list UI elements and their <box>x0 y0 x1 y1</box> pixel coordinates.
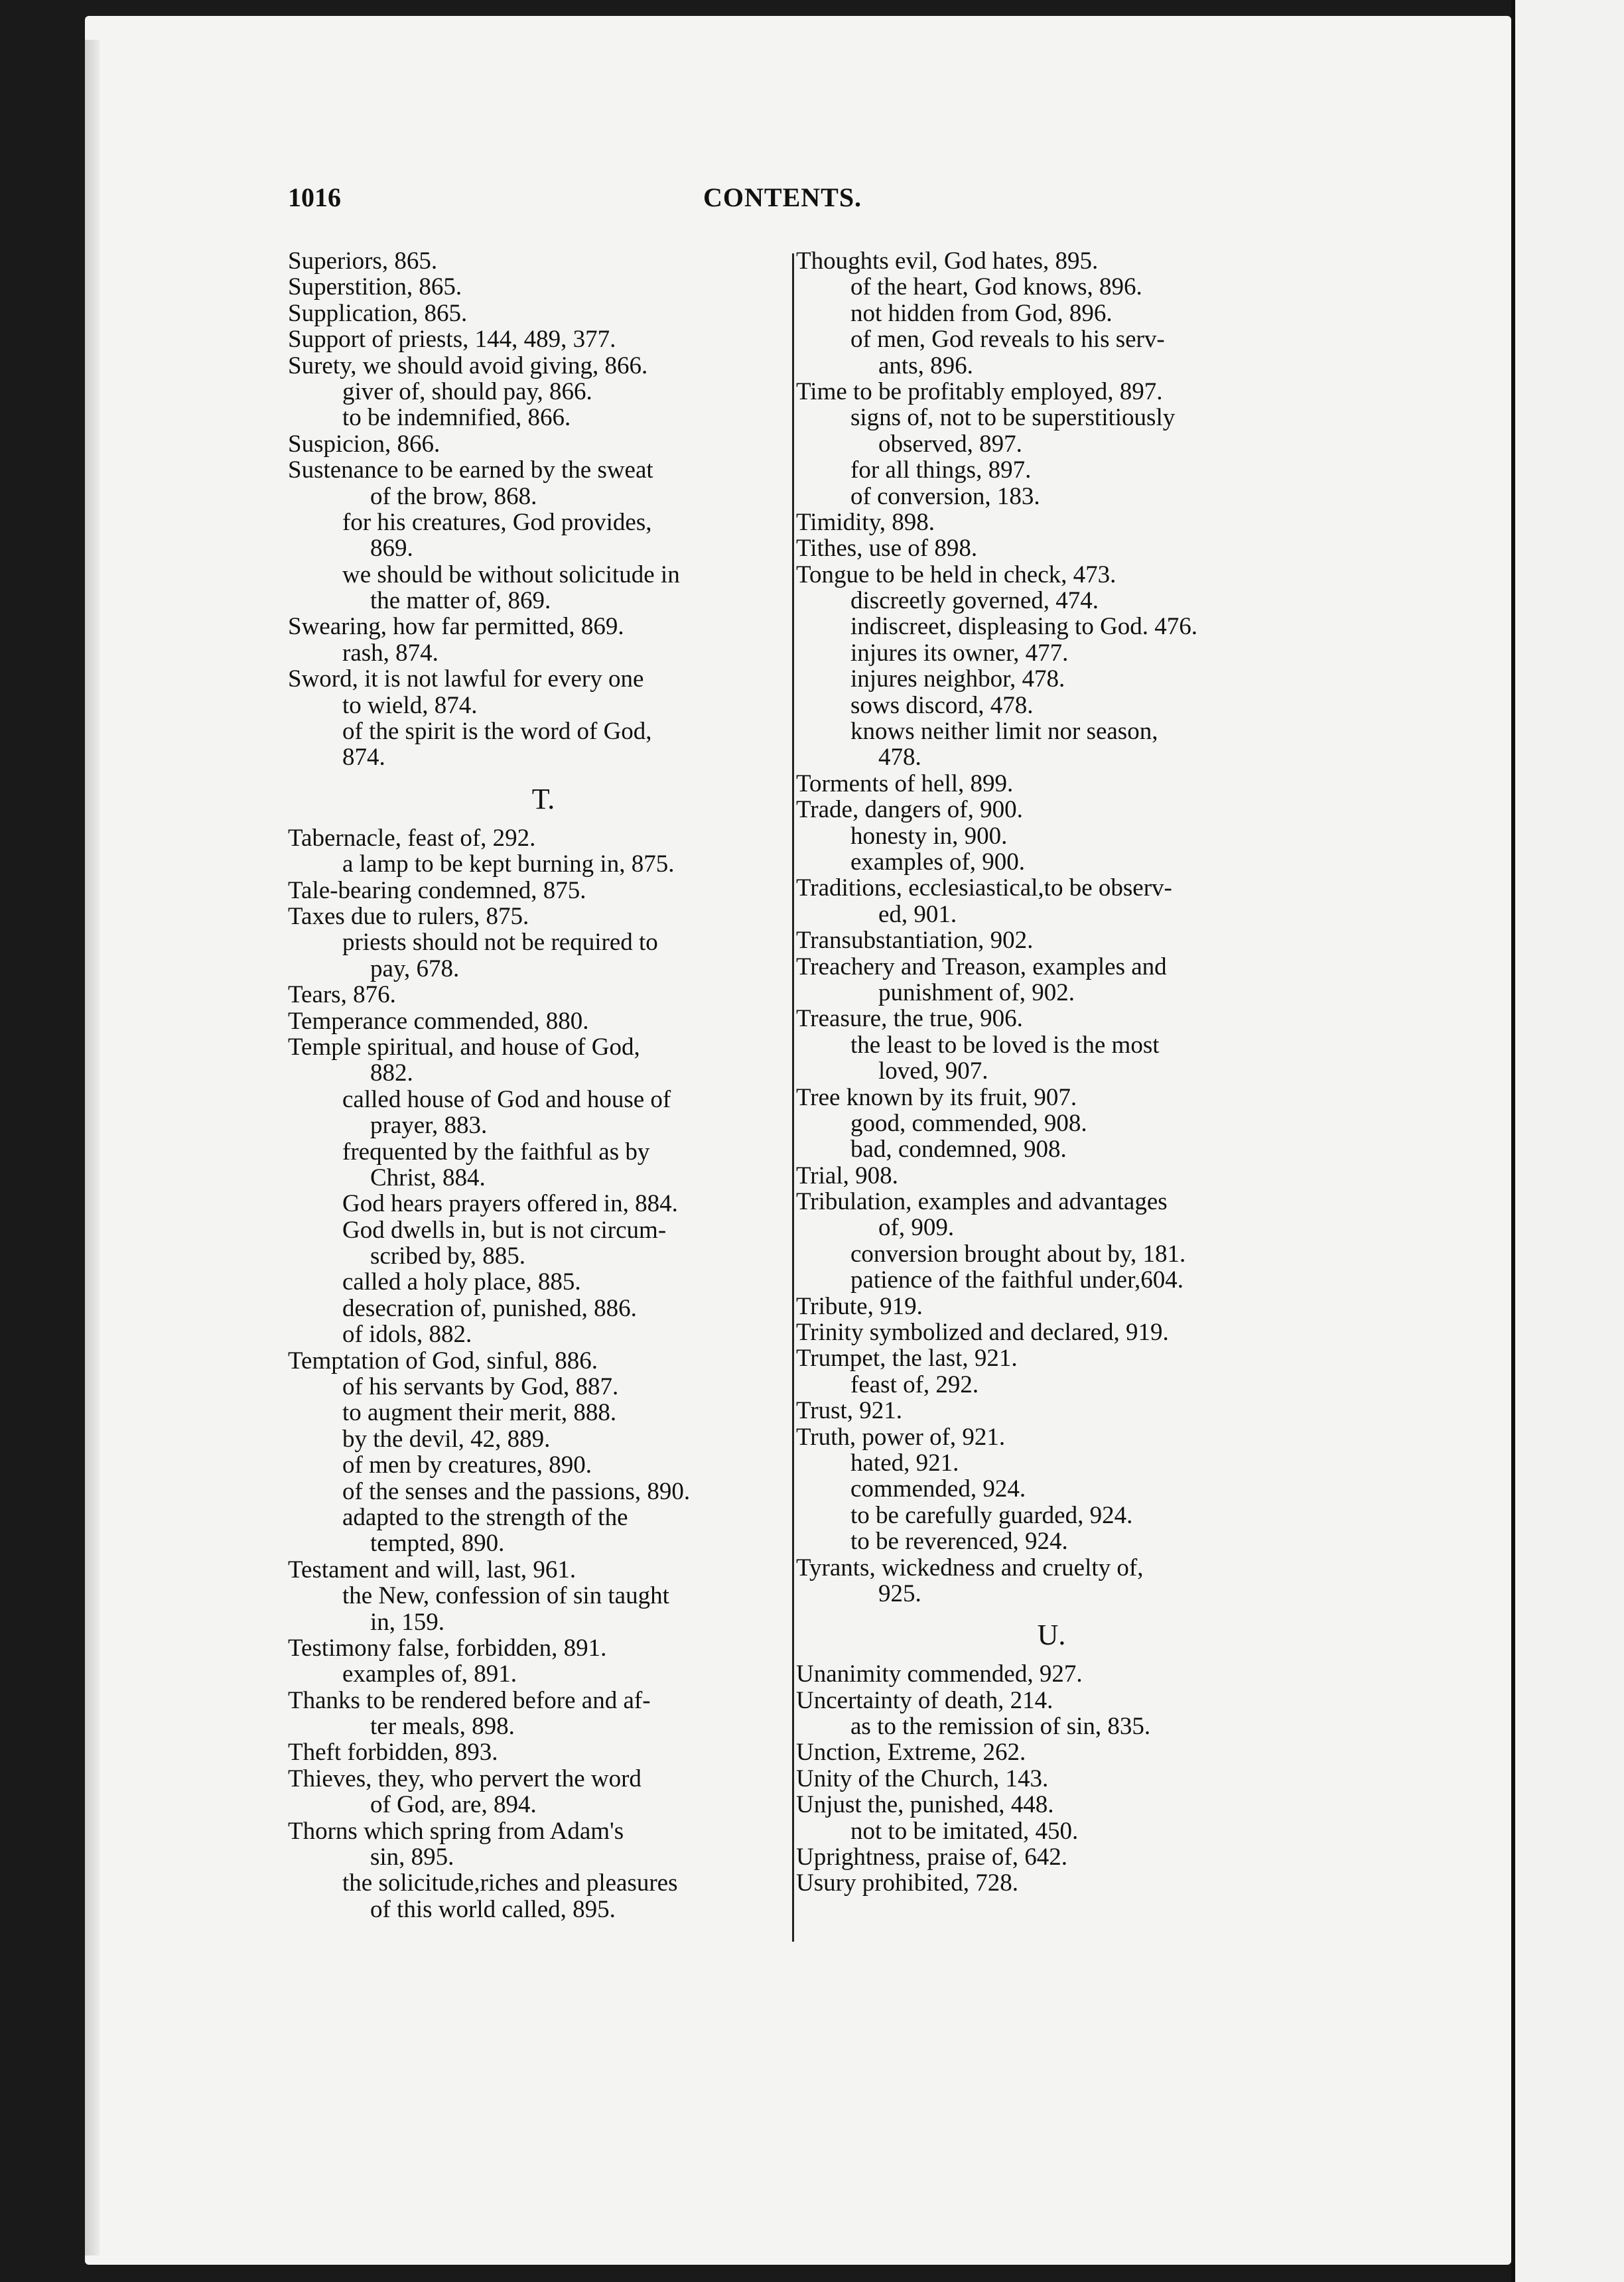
index-entry: Tribulation, examples and advantages <box>796 1188 1168 1216</box>
index-entry: Testament and will, last, 961. <box>288 1556 576 1583</box>
index-subentry: of the heart, God knows, 896. <box>850 273 1142 301</box>
index-entry: Testimony false, forbidden, 891. <box>288 1634 607 1662</box>
index-subentry: adapted to the strength of the <box>342 1503 628 1531</box>
index-subentry: of conversion, 183. <box>850 482 1040 510</box>
index-subentry: knows neither limit nor season, <box>850 718 1158 746</box>
section-letter: T. <box>531 782 555 815</box>
index-subentry: sows discord, 478. <box>850 691 1034 719</box>
index-entry: Thieves, they, who pervert the word <box>288 1765 642 1792</box>
section-letter: U. <box>1037 1619 1066 1652</box>
index-entry: Surety, we should avoid giving, 866. <box>288 352 648 379</box>
index-subentry: to augment their merit, 888. <box>342 1399 617 1427</box>
index-subentry: of idols, 882. <box>342 1321 472 1349</box>
index-subentry: patience of the faithful under,604. <box>850 1266 1184 1294</box>
index-subentry: honesty in, 900. <box>850 822 1008 850</box>
index-entry: Unity of the Church, 143. <box>796 1765 1049 1792</box>
index-entry: Sword, it is not lawful for every one <box>288 665 644 693</box>
index-subentry: injures neighbor, 478. <box>850 665 1065 693</box>
index-subentry: conversion brought about by, 181. <box>850 1240 1186 1268</box>
index-entry: Trumpet, the last, 921. <box>796 1345 1018 1373</box>
index-subentry: the solicitude,riches and pleasures <box>342 1869 678 1897</box>
index-entry: Temptation of God, sinful, 886. <box>288 1347 598 1375</box>
index-subentry: commended, 924. <box>850 1475 1026 1503</box>
index-entry: Tyrants, wickedness and cruelty of, <box>796 1554 1144 1581</box>
index-entry: Unanimity commended, 927. <box>796 1660 1083 1688</box>
index-subentry: of men by creatures, 890. <box>342 1451 592 1479</box>
index-subentry: to be reverenced, 924. <box>850 1528 1068 1556</box>
index-entry: Support of priests, 144, 489, 377. <box>288 326 616 354</box>
index-entry: Timidity, 898. <box>796 508 935 536</box>
index-entry: Sustenance to be earned by the sweat <box>288 456 653 484</box>
index-entry: Trade, dangers of, 900. <box>796 796 1023 824</box>
page-number: 1016 <box>288 182 341 212</box>
index-subentry: 925. <box>878 1579 921 1607</box>
index-subentry: frequented by the faithful as by <box>342 1138 650 1166</box>
index-subentry: desecration of, punished, 886. <box>342 1294 637 1322</box>
index-subentry: sin, 895. <box>370 1844 454 1871</box>
index-subentry: not to be imitated, 450. <box>850 1817 1079 1845</box>
index-subentry: 869. <box>370 535 413 563</box>
index-entry: Tithes, use of 898. <box>796 535 978 563</box>
index-entry: Traditions, ecclesiastical,to be observ- <box>796 874 1172 902</box>
index-subentry: indiscreet, displeasing to God. 476. <box>850 613 1198 641</box>
index-subentry: 478. <box>878 744 921 772</box>
index-subentry: scribed by, 885. <box>370 1242 525 1270</box>
index-entry: Treachery and Treason, examples and <box>796 953 1167 980</box>
index-subentry: to be indemnified, 866. <box>342 404 571 432</box>
index-subentry: ter meals, 898. <box>370 1713 515 1741</box>
index-entry: Usury prohibited, 728. <box>796 1869 1019 1897</box>
index-entry: Unjust the, punished, 448. <box>796 1791 1054 1819</box>
index-subentry: to be carefully guarded, 924. <box>850 1501 1133 1529</box>
index-entry: Taxes due to rulers, 875. <box>288 902 529 930</box>
index-column-left <box>288 248 799 1922</box>
index-entry: Thanks to be rendered before and af- <box>288 1686 651 1714</box>
page-title: CONTENTS. <box>703 182 862 212</box>
index-subentry: the New, confession of sin taught <box>342 1582 669 1610</box>
index-entry: Trial, 908. <box>796 1162 898 1189</box>
index-subentry: rash, 874. <box>342 639 439 667</box>
index-subentry: we should be without solicitude in <box>342 561 680 588</box>
index-subentry: of the senses and the passions, 890. <box>342 1477 691 1505</box>
index-subentry: for his creatures, God provides, <box>342 508 652 536</box>
page-left-edge <box>85 40 100 2255</box>
index-subentry: ed, 901. <box>878 900 957 928</box>
index-entry: Thoughts evil, God hates, 895. <box>796 247 1099 275</box>
index-subentry: called house of God and house of <box>342 1085 671 1113</box>
index-entry: Trust, 921. <box>796 1397 903 1425</box>
index-entry: Thorns which spring from Adam's <box>288 1817 624 1845</box>
index-entry: Tale-bearing condemned, 875. <box>288 876 586 904</box>
index-subentry: priests should not be required to <box>342 929 658 957</box>
index-subentry: punishment of, 902. <box>878 978 1075 1006</box>
index-subentry: by the devil, 42, 889. <box>342 1425 551 1453</box>
index-subentry: feast of, 292. <box>850 1371 979 1398</box>
index-entry: Treasure, the true, 906. <box>796 1005 1023 1033</box>
index-entry: Tongue to be held in check, 473. <box>796 561 1116 588</box>
index-entry: Truth, power of, 921. <box>796 1423 1006 1451</box>
index-entry: Supplication, 865. <box>288 299 468 327</box>
index-subentry: good, commended, 908. <box>850 1109 1087 1137</box>
index-entry: Superstition, 865. <box>288 273 462 301</box>
index-subentry: the least to be loved is the most <box>850 1031 1160 1059</box>
index-entry: Tabernacle, feast of, 292. <box>288 824 536 852</box>
index-subentry: 882. <box>370 1059 413 1087</box>
index-subentry: tempted, 890. <box>370 1530 505 1558</box>
index-subentry: signs of, not to be superstitiously <box>850 404 1176 432</box>
index-subentry: a lamp to be kept burning in, 875. <box>342 850 675 878</box>
index-subentry: bad, condemned, 908. <box>850 1136 1067 1164</box>
index-entry: Temple spiritual, and house of God, <box>288 1033 640 1061</box>
index-entry: Suspicion, 866. <box>288 430 440 458</box>
index-subentry: in, 159. <box>370 1608 445 1636</box>
index-subentry: examples of, 891. <box>342 1660 517 1688</box>
index-entry: Superiors, 865. <box>288 247 438 275</box>
index-subentry: of this world called, 895. <box>370 1895 616 1923</box>
index-subentry: of God, are, 894. <box>370 1791 537 1819</box>
index-subentry: examples of, 900. <box>850 848 1026 876</box>
index-entry: Temperance commended, 880. <box>288 1007 589 1035</box>
index-subentry: not hidden from God, 896. <box>850 299 1113 327</box>
index-subentry: of men, God reveals to his serv- <box>850 326 1165 354</box>
index-entry: Trinity symbolized and declared, 919. <box>796 1319 1169 1347</box>
index-column-right <box>796 248 1307 1897</box>
index-subentry: of the brow, 868. <box>370 482 537 510</box>
index-entry: Unction, Extreme, 262. <box>796 1739 1026 1767</box>
index-entry: Time to be profitably employed, 897. <box>796 377 1163 405</box>
index-subentry: called a holy place, 885. <box>342 1268 581 1296</box>
index-entry: Tree known by its fruit, 907. <box>796 1083 1077 1111</box>
index-subentry: hated, 921. <box>850 1449 959 1477</box>
index-entry: Tears, 876. <box>288 981 396 1009</box>
index-subentry: loved, 907. <box>878 1057 988 1085</box>
index-subentry: observed, 897. <box>878 430 1022 458</box>
index-subentry: giver of, should pay, 866. <box>342 377 592 405</box>
index-subentry: 874. <box>342 744 385 772</box>
index-subentry: as to the remission of sin, 835. <box>850 1713 1151 1741</box>
index-entry: Theft forbidden, 893. <box>288 1739 498 1767</box>
index-entry: Transubstantiation, 902. <box>796 927 1034 955</box>
index-subentry: of his servants by God, 887. <box>342 1373 619 1401</box>
index-subentry: injures its owner, 477. <box>850 639 1069 667</box>
adjacent-page-edge <box>1511 0 1624 2282</box>
index-entry: Uncertainty of death, 214. <box>796 1686 1053 1714</box>
index-entry: Tribute, 919. <box>796 1292 923 1320</box>
index-subentry: pay, 678. <box>370 955 460 982</box>
index-subentry: God dwells in, but is not circum- <box>342 1216 667 1244</box>
index-subentry: the matter of, 869. <box>370 587 551 615</box>
index-subentry: prayer, 883. <box>370 1112 488 1140</box>
index-subentry: for all things, 897. <box>850 456 1032 484</box>
index-entry: Swearing, how far permitted, 869. <box>288 613 624 641</box>
index-entry: Uprightness, praise of, 642. <box>796 1844 1067 1871</box>
index-subentry: God hears prayers offered in, 884. <box>342 1190 678 1218</box>
index-subentry: Christ, 884. <box>370 1164 486 1191</box>
index-subentry: of the spirit is the word of God, <box>342 718 652 746</box>
index-subentry: ants, 896. <box>878 352 973 379</box>
index-subentry: to wield, 874. <box>342 691 478 719</box>
index-subentry: of, 909. <box>878 1214 955 1242</box>
index-entry: Torments of hell, 899. <box>796 770 1014 797</box>
index-subentry: discreetly governed, 474. <box>850 587 1099 615</box>
